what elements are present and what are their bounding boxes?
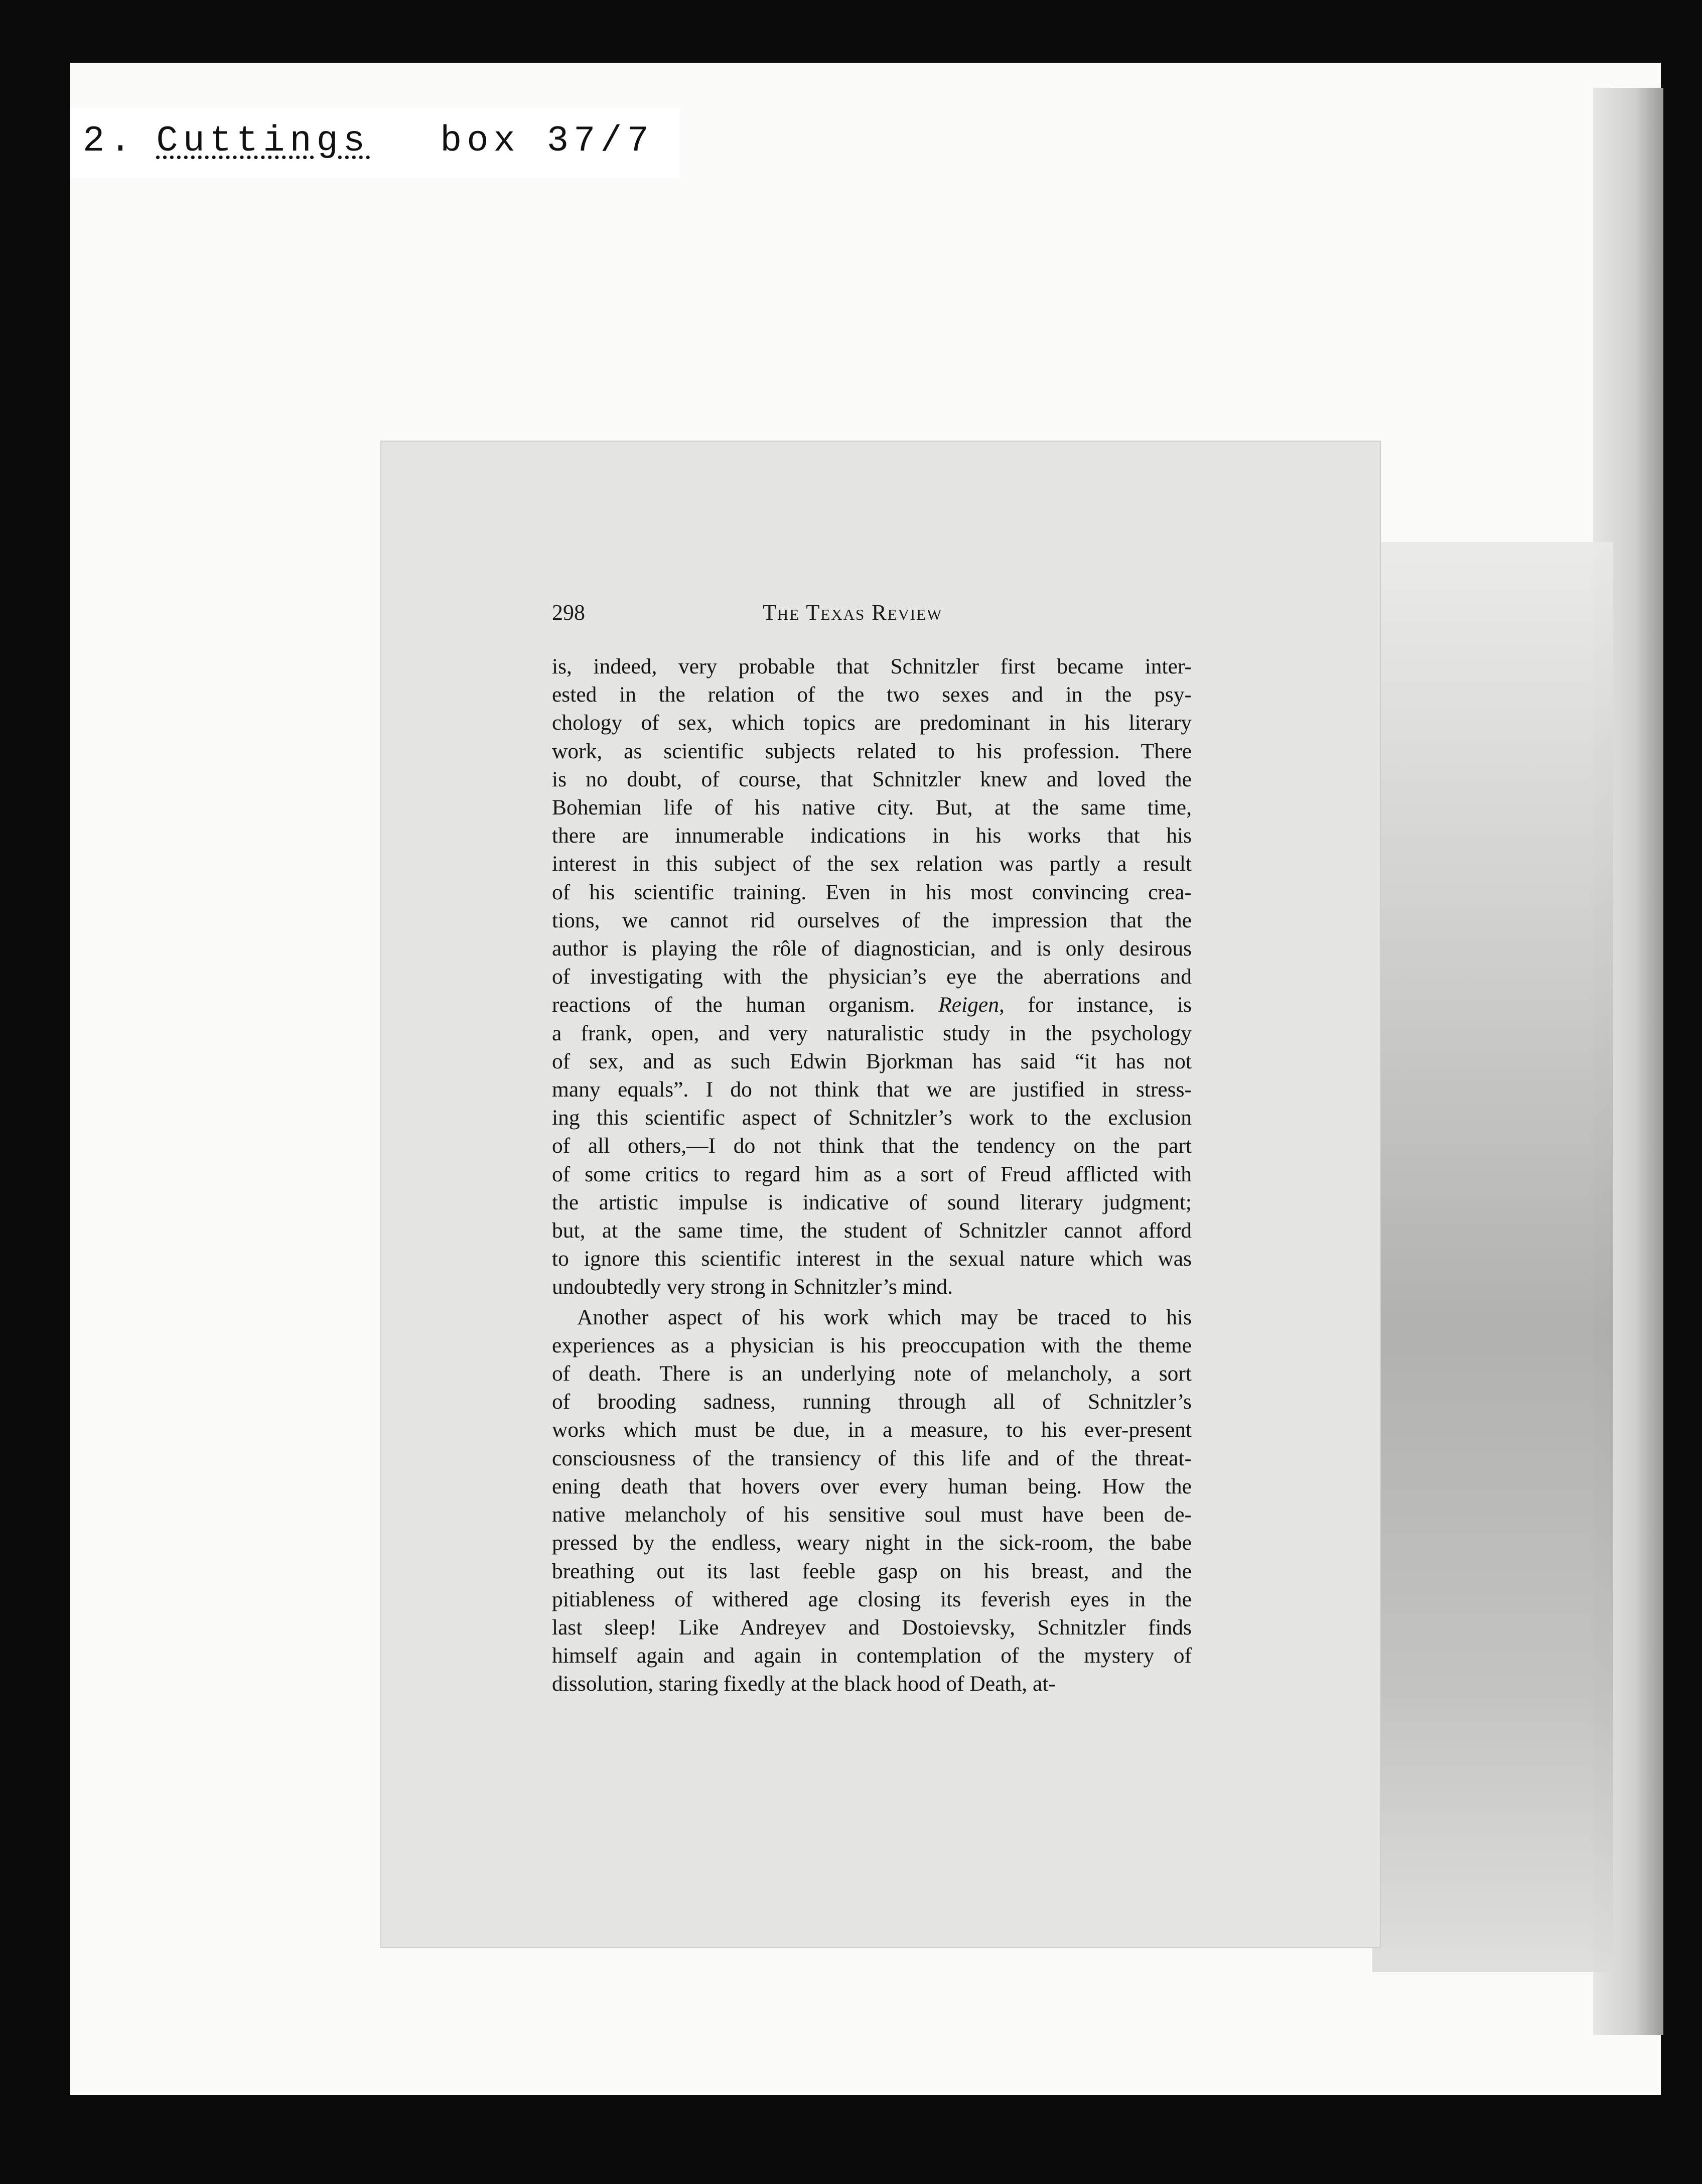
- text-line: Bohemian life of his native city. But, at the same time,: [552, 795, 1192, 820]
- text-line: a frank, open, and very naturalistic study in the psychology: [552, 1021, 1192, 1045]
- text-line: last sleep! Like Andreyev and Dostoievsky, Schnitzler finds: [552, 1615, 1192, 1640]
- text-line: but, at the same time, the student of Schnitzler cannot afford: [552, 1218, 1192, 1243]
- text-line: of death. There is an underlying note of melancholy, a sort: [552, 1361, 1192, 1386]
- text-line: is no doubt, of course, that Schnitzler knew and loved the: [552, 767, 1192, 791]
- italic-title: Reigen: [938, 993, 999, 1017]
- article-body: [552, 652, 1192, 1698]
- text-line: of all others,—I do not think that the tendency on the part: [552, 1134, 1192, 1158]
- paragraph-2: [552, 1303, 1192, 1698]
- label-number: 2.: [83, 120, 136, 162]
- text-line: undoubtedly very strong in Schnitzler’s mind.: [552, 1275, 953, 1299]
- text-line: there are innumerable indications in his works that his: [552, 824, 1192, 848]
- text-line: of some critics to regard him as a sort of Freud afflicted with: [552, 1162, 1192, 1186]
- page-header: [552, 600, 1192, 630]
- text-line: author is playing the rôle of diagnostician, and is only desirous: [552, 936, 1192, 961]
- text-line: ing this scientific aspect of Schnitzler’s work to the exclusion: [552, 1106, 1192, 1130]
- text-line: of his scientific training. Even in his most convincing crea-: [552, 880, 1192, 904]
- text-line: pitiableness of withered age closing its feverish eyes in the: [552, 1587, 1192, 1611]
- text-line: the artistic impulse is indicative of sound literary judgment;: [552, 1190, 1192, 1214]
- text-line: of investigating with the physician’s eye the aberrations and: [552, 965, 1192, 989]
- label-box: box 37/7: [440, 120, 654, 162]
- text-line: Another aspect of his work which may be traced to his: [577, 1305, 1192, 1329]
- text-line: ested in the relation of the two sexes and in the psy-: [552, 682, 1192, 707]
- text-line: consciousness of the transiency of this life and of the threat-: [552, 1446, 1192, 1470]
- text-line: ening death that hovers over every human being. How the: [552, 1474, 1192, 1498]
- text-line: of sex, and as such Edwin Bjorkman has said “it has not: [552, 1049, 1192, 1073]
- text-line: native melancholy of his sensitive soul must have been de-: [552, 1503, 1192, 1527]
- text-line: breathing out its last feeble gasp on his breast, and the: [552, 1559, 1192, 1583]
- text-line: works which must be due, in a measure, to his ever-present: [552, 1418, 1192, 1442]
- label-category: Cuttings: [156, 120, 370, 162]
- running-head: The Texas Review: [763, 600, 943, 625]
- text-line: is, indeed, very probable that Schnitzler first became inter-: [552, 654, 1192, 678]
- text-line: many equals”. I do not think that we are justified in stress-: [552, 1077, 1192, 1102]
- text-line: experiences as a physician is his preoccupation with the theme: [552, 1333, 1192, 1357]
- text-line: interest in this subject of the sex relation was partly a result: [552, 852, 1192, 876]
- text-line: tions, we cannot rid ourselves of the impression that the: [552, 908, 1192, 932]
- text-line: himself again and again in contemplation of the mystery of: [552, 1644, 1192, 1668]
- text-line: work, as scientific subjects related to his profession. There: [552, 739, 1192, 763]
- text-line: to ignore this scientific interest in the sexual nature which was: [552, 1247, 1192, 1271]
- text-line: chology of sex, which topics are predominant in his literary: [552, 711, 1192, 735]
- archive-label: [83, 120, 654, 162]
- page-number: 298: [552, 600, 585, 625]
- text-line: reactions of the human organism. Reigen, for instance, is: [552, 993, 1192, 1017]
- text-line: pressed by the endless, weary night in the sick-room, the babe: [552, 1531, 1192, 1555]
- text-line: of brooding sadness, running through all of Schnitzler’s: [552, 1390, 1192, 1414]
- text-line: dissolution, staring fixedly at the black hood of Death, at-: [552, 1672, 1056, 1696]
- paragraph-1: [552, 652, 1192, 1301]
- underlying-sheet-shadow: [1372, 542, 1613, 1972]
